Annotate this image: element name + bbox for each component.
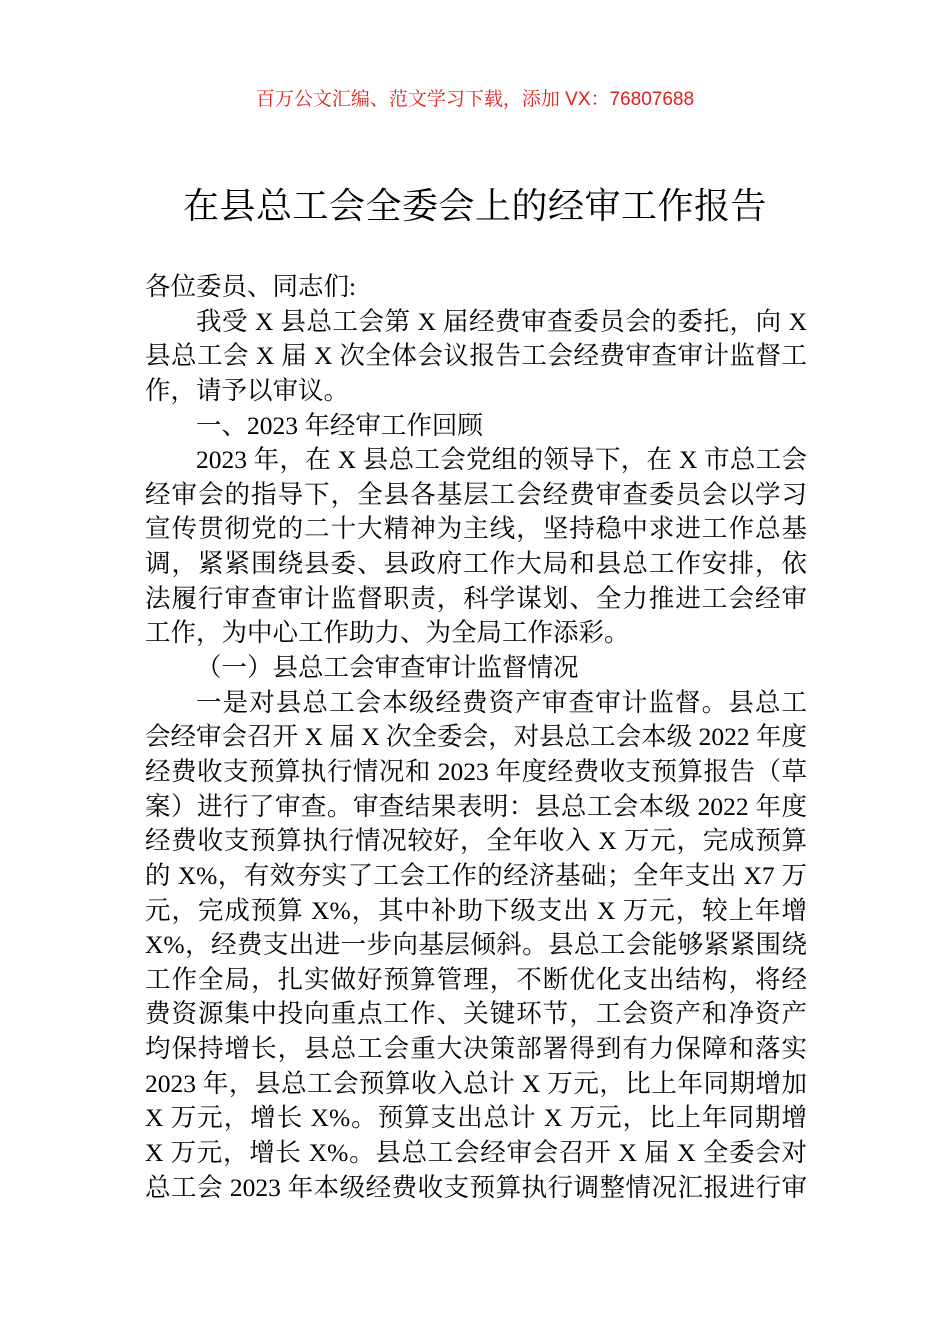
text-line: 一、2023 年经审工作回顾 <box>196 410 483 440</box>
text-line: 费资源集中投向重点工作、关键环节，工会资产和净资产 <box>145 999 807 1029</box>
text-line: 调，紧紧围绕县委、县政府工作大局和县总工作安排，依 <box>145 549 807 579</box>
document-title: 在县总工会全委会上的经审工作报告 <box>182 185 767 226</box>
text-line: X 万元，增长 X%。县总工会经审会召开 X 届 X 全委会对 <box>145 1138 807 1168</box>
text-line: 2023 年，县总工会预算收入总计 X 万元，比上年同期增加 <box>145 1068 807 1098</box>
text-line: （一）县总工会审查审计监督情况 <box>196 653 579 683</box>
text-line: X 万元，增长 X%。预算支出总计 X 万元，比上年同期增 <box>145 1103 807 1133</box>
text-line: 经审会的指导下，全县各基层工会经费审查委员会以学习 <box>145 479 807 509</box>
watermark-header: 百万公文汇编、范文学习下载，添加 VX：76807688 <box>255 89 695 110</box>
text-line: 各位委员、同志们: <box>145 272 357 301</box>
text-line: 县总工会 X 届 X 次全体会议报告工会经费审查审计监督工 <box>145 341 807 371</box>
text-line: 工作，为中心工作助力、为全局工作添彩。 <box>145 618 630 648</box>
text-line: 案）进行了审查。审查结果表明：县总工会本级 2022 年度 <box>145 791 807 821</box>
text-line: 的 X%，有效夯实了工会工作的经济基础；全年支出 X7 万 <box>145 860 807 890</box>
text-line: 元，完成预算 X%，其中补助下级支出 X 万元，较上年增 <box>145 895 807 925</box>
document-body <box>145 270 807 1205</box>
text-line: 均保持增长，县总工会重大决策部署得到有力保障和落实 <box>145 1034 807 1064</box>
text-line: 经费收支预算执行情况较好，全年收入 X 万元，完成预算 <box>145 826 807 856</box>
text-line: 2023 年，在 X 县总工会党组的领导下，在 X 市总工会 <box>196 445 807 475</box>
text-line: 会经审会召开 X 届 X 次全委会，对县总工会本级 2022 年度 <box>145 722 807 752</box>
text-line: X%，经费支出进一步向基层倾斜。县总工会能够紧紧围绕 <box>145 930 807 960</box>
text-line: 宣传贯彻党的二十大精神为主线，坚持稳中求进工作总基 <box>145 514 807 544</box>
text-line: 法履行审查审计监督职责，科学谋划、全力推进工会经审 <box>145 583 807 613</box>
text-line: 经费收支预算执行情况和 2023 年度经费收支预算报告（草 <box>145 756 807 786</box>
text-line: 总工会 2023 年本级经费收支预算执行调整情况汇报进行审 <box>145 1172 807 1202</box>
text-line: 工作全局，扎实做好预算管理，不断优化支出结构，将经 <box>145 964 807 994</box>
text-line: 一是对县总工会本级经费资产审查审计监督。县总工 <box>196 687 807 717</box>
text-line: 我受 X 县总工会第 X 届经费审查委员会的委托，向 X <box>196 306 807 336</box>
text-line: 作，请予以审议。 <box>145 375 350 405</box>
